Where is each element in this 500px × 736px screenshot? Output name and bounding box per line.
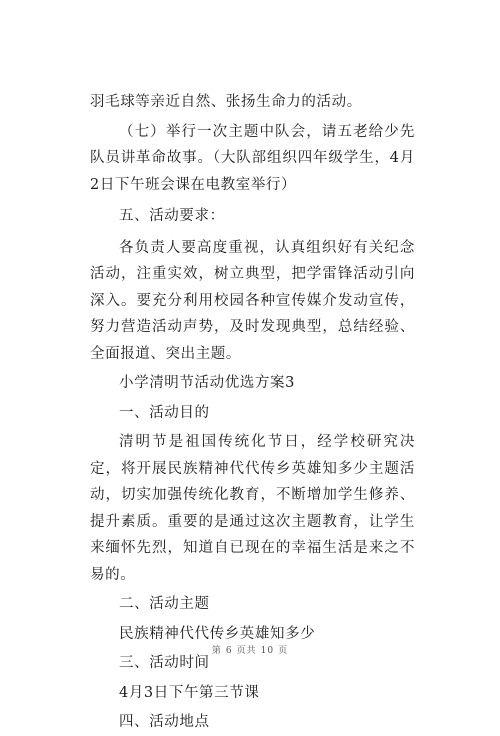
paragraph-requirements: 各负责人要高度重视，认真组织好有关纪念活动，注重实效，树立典型，把学雷锋活动引向深入。要充分利用校园各种宣传媒介发动宣传，努力营造活动声势，及时发现典型，总结经验、全面报道、突出主题。 xyxy=(90,239,415,362)
footer-middle: 页共 xyxy=(236,646,257,656)
section-heading-requirements: 五、活动要求： xyxy=(119,208,225,224)
paragraph-theme: 民族精神代代传乡英雄知多少 xyxy=(119,625,316,642)
footer-total-pages: 10 xyxy=(260,646,275,656)
section-heading-theme: 二、活动主题 xyxy=(119,596,210,612)
section-heading-purpose: 一、活动目的 xyxy=(119,404,210,421)
section-heading-location: 四、活动地点 xyxy=(119,714,210,730)
document-body xyxy=(90,89,415,736)
paragraph-continuation: 羽毛球等亲近自然、张扬生命力的活动。 xyxy=(90,94,362,110)
footer-suffix: 页 xyxy=(278,646,289,656)
footer-prefix: 第 xyxy=(211,646,222,656)
plan-title: 小学清明节活动优选方案3 xyxy=(119,375,295,391)
section-heading-time: 三、活动时间 xyxy=(119,655,210,671)
paragraph-time: 4月3日下午第三节课 xyxy=(119,684,260,701)
paragraph-purpose: 清明节是祖国传统化节日，经学校研究决定，将开展民族精神代代传乡英雄知多少主题活动，切实加强传统化教育，不断增加学生修养、提升素质。重要的是通过这次主题教育，让学生来缅怀先烈，知道自已现在的幸福生活是来之不易的。 xyxy=(90,434,415,583)
page-footer xyxy=(0,643,500,656)
paragraph-item-seven: （七）举行一次主题中队会，请五老给少先队员讲革命故事。（大队部组织四年级学生，4月2日下午班会课在电教室举行） xyxy=(90,123,415,193)
footer-current-page: 6 xyxy=(225,646,233,656)
